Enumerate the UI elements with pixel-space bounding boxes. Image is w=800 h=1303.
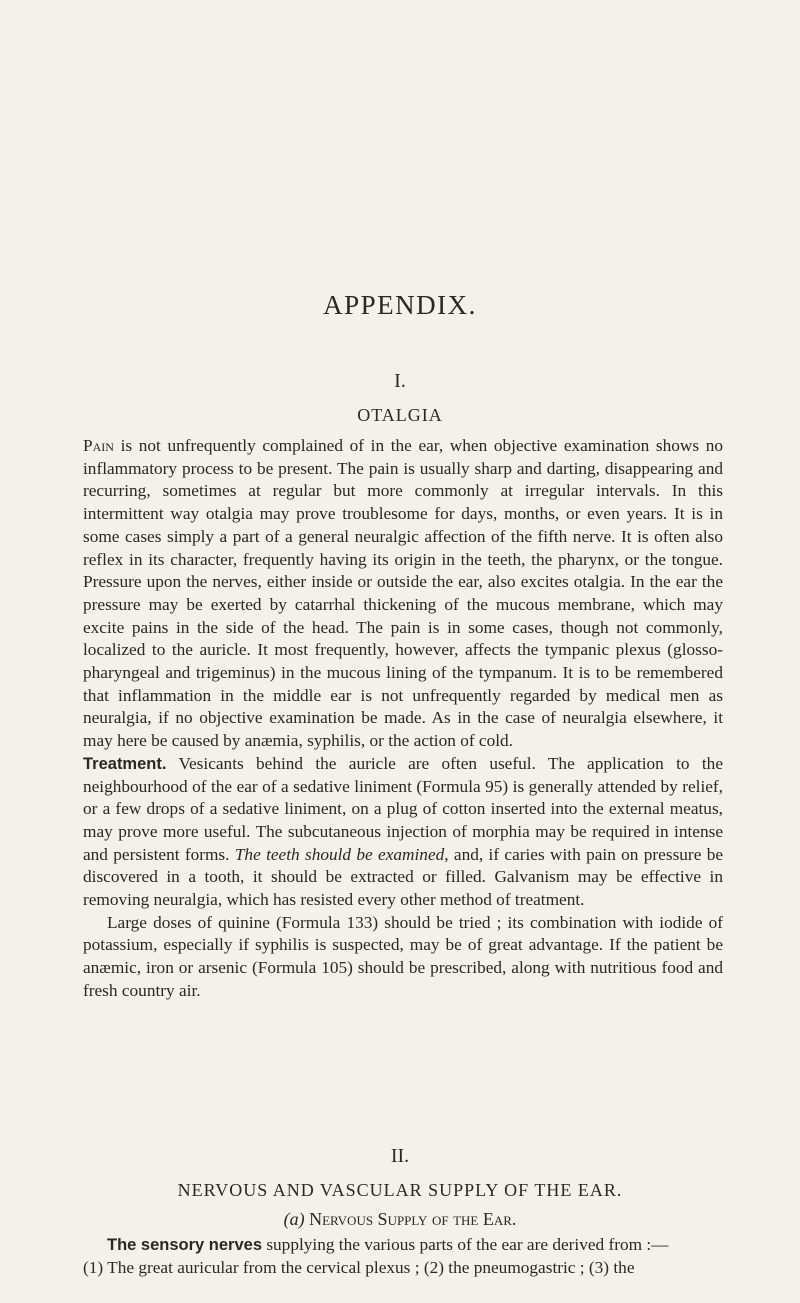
section-1-body [83, 435, 723, 1003]
quinine-paragraph: Large doses of quinine (Formula 133) should be tried ; its combination with iodide of potassium, especially if syphilis is suspected, may be of great advantage. If the patient be anæmic, iron or arsenic (Formula 105) should be prescribed, along with nutritious food and fresh country air. [83, 912, 723, 1000]
treatment-text-1: Vesicants behind the auricle are often useful. The application to the neighbourhood of the ear of a sedative liniment (Formula 95) is generally attended by relief, or a few drops of a sedative liniment, on a plug of cotton inserted into the external meatus, may prove more useful. The subcutaneous injection of morphia may be required in intense and persistent forms. [83, 753, 723, 864]
treatment-paragraph [83, 753, 723, 912]
nerves-list: (1) The great auricular from the cervical plexus ; (2) the pneumogastric ; (3) the [83, 1257, 635, 1277]
treatment-text-2: , and, if caries with pain on pressure be discovered in a tooth, it should be extracted or filled. Galvanism may be effective in removing neuralgia, which has resisted every other method of treatment. [83, 844, 724, 910]
nerves-text: supplying the various parts of the ear are derived from :— [262, 1235, 669, 1254]
nerves-paragraph [83, 1234, 723, 1257]
subtitle-text: Nervous Supply of the Ear. [309, 1209, 517, 1229]
otalgia-text: is not unfrequently complained of in the ear, when objective examination shows no inflammatory process to be present. The pain is usually sharp and darting, disappearing and recurring, sometimes at regular but more commonly at irregular intervals. In this intermittent way otalgia may prove troublesome for days, months, or even years. It is in some cases simply a part of a general neuralgic affection of the fifth nerve. It is often also reflex in its character, frequently having its origin in the teeth, the pharynx, or the tongue. Pressure upon the nerves, either inside or outside the ear, also excites otalgia. In the ear the pressure may be exerted by catarrhal thickening of the mucous membrane, which may excite pains in the side of the head. The pain is in some cases, though not commonly, localized to the auricle. It most frequently, however, affects the tympanic plexus (glosso-pharyngeal and trigeminus) in the mucous lining of the tympanum. It is to be remembered that inflammation in the middle ear is not unfrequently regarded by medical men as neuralgia, if no objective examination be made. As in the case of neuralgia elsewhere, it may here be caused by anæmia, syphilis, or the action of cold. [83, 436, 723, 751]
drop-word: Pain [83, 436, 114, 455]
section-2-subtitle [0, 1209, 800, 1230]
otalgia-paragraph [83, 435, 723, 753]
section-1-number: I. [394, 370, 406, 392]
section-1-title: OTALGIA [357, 405, 443, 425]
treatment-heading: Treatment. [83, 754, 167, 773]
treatment-emphasis: The teeth should be examined [234, 844, 445, 864]
subtitle-letter: (a) [283, 1209, 305, 1229]
section-2-number: II. [390, 1145, 410, 1167]
section-2-title: NERVOUS AND VASCULAR SUPPLY OF THE EAR. [177, 1180, 623, 1200]
section-2-body [83, 1234, 723, 1279]
nerves-heading: The sensory nerves [107, 1236, 262, 1254]
appendix-title: APPENDIX. [323, 290, 477, 320]
